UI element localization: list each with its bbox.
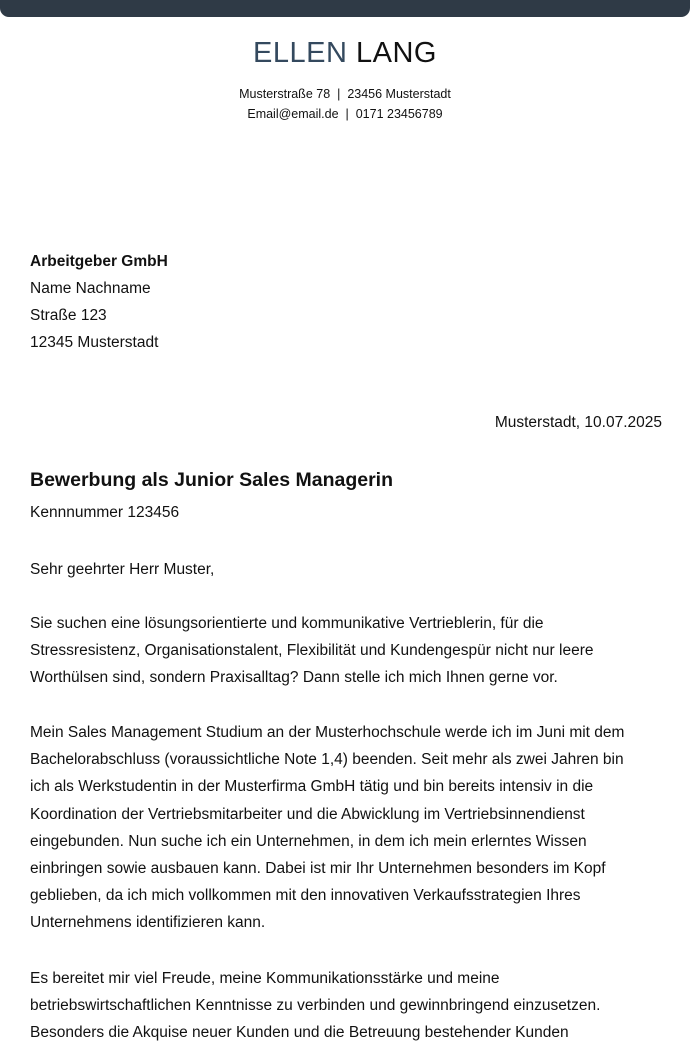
recipient-city: 12345 Musterstadt <box>30 334 159 351</box>
recipient-street: Straße 123 <box>30 307 107 324</box>
paragraph-line: Koordination der Vertriebsmitarbeiter und die Abwicklung im Vertriebsinnendienst <box>30 805 585 823</box>
separator: | <box>345 107 349 121</box>
sender-phone: 0171 23456789 <box>355 107 443 121</box>
address-line <box>0 86 690 102</box>
body-paragraph-3 <box>30 965 670 1047</box>
applicant-name <box>0 36 690 70</box>
paragraph-line: Mein Sales Management Studium an der Musterhochschule werde ich im Juni mit dem <box>30 724 625 741</box>
recipient-company: Arbeitgeber GmbH <box>30 253 168 270</box>
paragraph-line: eingebunden. Nun suche ich ein Unternehmen, in dem ich mein erlerntes Wissen <box>30 832 587 850</box>
contact-line <box>0 106 690 122</box>
reference-number: Kennnummer 123456 <box>30 504 180 521</box>
recipient-name: Name Nachname <box>30 280 151 297</box>
paragraph-line: einbringen sowie ausbauen kann. Dabei ist mir Ihr Unternehmen besonders im Kopf <box>30 860 606 878</box>
body-paragraph-2 <box>30 719 670 937</box>
paragraph-line: Worthülsen sind, sondern Praxisalltag? Dann stelle ich mich Ihnen gerne vor. <box>30 669 558 687</box>
letter-subject: Bewerbung als Junior Sales Managerin <box>30 469 394 491</box>
paragraph-line: Bachelorabschluss (voraussichtliche Note 1,4) beenden. Seit mehr als zwei Jahren bin <box>30 751 624 769</box>
salutation: Sehr geehrter Herr Muster, <box>30 561 215 578</box>
paragraph-line: betriebswirtschaftlichen Kenntnisse zu verbinden und gewinnbringend einzusetzen. <box>30 997 601 1015</box>
body-paragraph-1 <box>30 610 670 692</box>
sender-street: Musterstraße 78 <box>239 87 331 101</box>
separator: | <box>337 87 341 101</box>
paragraph-line: ich als Werkstudentin in der Musterfirma GmbH tätig und bin bereits intensiv in die <box>30 778 594 796</box>
paragraph-line: geblieben, da ich mich vollkommen mit den innovativen Verkaufsstrategien Ihres <box>30 887 581 905</box>
last-name: LANG <box>355 37 437 69</box>
paragraph-line: Sie suchen eine lösungsorientierte und kommunikative Vertrieblerin, für die <box>30 615 544 632</box>
letter-date: Musterstadt, 10.07.2025 <box>494 414 662 431</box>
recipient-address <box>30 248 168 356</box>
paragraph-line: Stressresistenz, Organisationstalent, Flexibilität und Kundengespür nicht nur leere <box>30 642 594 660</box>
paragraph-line: Es bereitet mir viel Freude, meine Kommunikationsstärke und meine <box>30 970 500 987</box>
paragraph-line: Unternehmens identifizieren kann. <box>30 914 266 932</box>
paragraph-line: Besonders die Akquise neuer Kunden und die Betreuung bestehender Kunden <box>30 1024 569 1042</box>
header-accent-bar <box>0 0 690 17</box>
first-name: ELLEN <box>253 37 348 69</box>
sender-city: 23456 Musterstadt <box>347 87 451 101</box>
sender-email: Email@email.de <box>247 107 339 121</box>
